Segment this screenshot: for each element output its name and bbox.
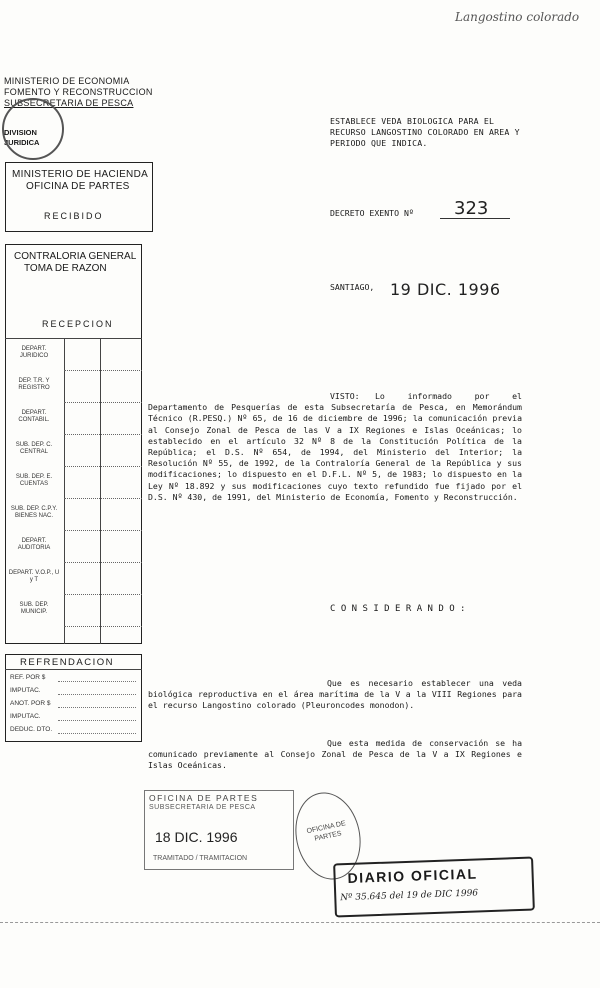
decree-subject: ESTABLECE VEDA BIOLOGICA PARA EL RECURSO LANGOSTINO COLORADO EN AREA Y PERIODO QUE INDICA. bbox=[330, 116, 520, 149]
decree-number: 323 bbox=[454, 198, 489, 219]
refrendacion-row: IMPUTAC. bbox=[10, 687, 41, 694]
refrendacion-row: DEDUC. DTO. bbox=[10, 726, 53, 733]
considerando-1: Que es necesario establecer una veda biológica reproductiva en el área marítima de la V a la VIII Regiones para el recurso Langostino colorado (Pleuroncodes monodon). bbox=[148, 678, 522, 711]
ministry-line3: SUBSECRETARIA DE PESCA bbox=[4, 98, 134, 108]
hacienda-line1: MINISTERIO DE HACIENDA bbox=[12, 169, 149, 180]
place-label: SANTIAGO, bbox=[330, 282, 375, 292]
contraloria-row-label: SUB. DEP. C. CENTRAL bbox=[15, 442, 53, 455]
refrendacion-row: IMPUTAC. bbox=[10, 713, 41, 720]
refrendacion-row-line bbox=[58, 681, 136, 682]
ministry-line1: MINISTERIO DE ECONOMIA bbox=[4, 76, 130, 86]
oficina-stamp-line2: SUBSECRETARIA DE PESCA bbox=[149, 804, 256, 811]
contraloria-row-line bbox=[64, 562, 142, 563]
diario-oficial-stamp bbox=[333, 857, 535, 918]
contraloria-divider bbox=[5, 338, 142, 339]
diario-oficial-title: DIARIO OFICIAL bbox=[347, 865, 478, 887]
refrendacion-row-line bbox=[58, 694, 136, 695]
contraloria-row-label: SUB. DEP. C.P.Y. BIENES NAC. bbox=[10, 506, 58, 519]
refrendacion-row-line bbox=[58, 720, 136, 721]
contraloria-row-label: SUB. DEP. MUNICIP. bbox=[19, 602, 49, 615]
oficina-stamp-line1: OFICINA DE PARTES bbox=[149, 793, 259, 803]
refrendacion-row: REF. POR $ bbox=[10, 674, 46, 681]
refrendacion-title: REFRENDACION bbox=[20, 657, 115, 668]
hacienda-line2: OFICINA DE PARTES bbox=[26, 181, 130, 192]
refrendacion-row-line bbox=[58, 707, 136, 708]
oficina-stamp-line3: TRAMITADO / TRAMITACION bbox=[153, 855, 248, 862]
contraloria-row-line bbox=[64, 370, 142, 371]
refrendacion-row: ANOT. POR $ bbox=[10, 700, 51, 707]
top-right-handwriting: Langostino colorado bbox=[455, 10, 580, 24]
bottom-dashed-line bbox=[0, 922, 600, 923]
refrendacion-row-line bbox=[58, 733, 136, 734]
division-line1: DIVISION bbox=[4, 128, 37, 137]
oficina-partes-stamp bbox=[144, 790, 294, 870]
contraloria-row-line bbox=[64, 626, 142, 627]
decree-label: DECRETO EXENTO Nº bbox=[330, 208, 414, 218]
visto-label: VISTO: bbox=[330, 391, 360, 401]
contraloria-title1: CONTRALORIA GENERAL bbox=[14, 251, 137, 262]
contraloria-row-label: DEPART. AUDITORIA bbox=[17, 538, 51, 551]
contraloria-row-label: DEPART. JURIDICO bbox=[19, 346, 49, 359]
contraloria-column-divider bbox=[64, 338, 65, 644]
contraloria-row-label: DEPART. CONTABIL. bbox=[18, 410, 50, 423]
refrendacion-divider bbox=[5, 669, 142, 670]
diario-oficial-line: Nº 35.645 del 19 de DIC 1996 bbox=[340, 888, 479, 904]
date-stamp: 19 DIC. 1996 bbox=[390, 280, 501, 299]
oficina-stamp-date: 18 DIC. 1996 bbox=[155, 829, 238, 845]
contraloria-row-label: DEPART. V.O.P., U y T bbox=[8, 570, 60, 583]
division-seal bbox=[2, 98, 64, 160]
contraloria-column-divider-2 bbox=[100, 338, 101, 644]
visto-text: Lo informado por el Departamento de Pesquerías de esta Subsecretaría de Pesca, en Memorándum Técnico (R.PESQ.) Nº 65, de 16 de diciembre de 1996; la comunicación previa al Consejo Zonal de Pesca de las V a IX Regiones e Islas Oceánicas; lo establecido en el artículo 32 Nº 8 de la Constitución Política de la República; el D.S. Nº 654, de 1994, del Ministerio del Interior; la Resolución Nº 55, de 1992, de la Contraloría General de la República y sus modificaciones; lo dispuesto en el D.F.L. Nº 5, de 1983; lo dispuesto en la Ley Nº 18.892 y sus modificaciones cuyo texto refundido fue fijado por el D.S. Nº 430, de 1991, del Ministerio de Economía, Fomento y Reconstrucción. bbox=[148, 391, 522, 502]
contraloria-row-label: DEP. T.R. Y REGISTRO bbox=[18, 378, 50, 391]
round-stamp-text: OFICINA DE PARTES bbox=[306, 820, 347, 843]
contraloria-row-line bbox=[64, 402, 142, 403]
hacienda-line3: RECIBIDO bbox=[44, 211, 104, 221]
contraloria-row-line bbox=[64, 434, 142, 435]
contraloria-row-line bbox=[64, 498, 142, 499]
contraloria-title2: TOMA DE RAZON bbox=[24, 263, 107, 274]
recepcion-label: RECEPCION bbox=[42, 319, 114, 329]
contraloria-row-label: SUB. DEP. E. CUENTAS bbox=[15, 474, 53, 487]
considerando-2: Que esta medida de conservación se ha comunicado previamente al Consejo Zonal de Pesca de la V a IX Regiones e Islas Oceánicas. bbox=[148, 738, 522, 771]
contraloria-row-line bbox=[64, 466, 142, 467]
ministry-line2: FOMENTO Y RECONSTRUCCION bbox=[4, 87, 153, 97]
considerando-heading: C O N S I D E R A N D O : bbox=[330, 604, 466, 614]
division-line2: JURIDICA bbox=[4, 138, 40, 147]
contraloria-row-line bbox=[64, 530, 142, 531]
hacienda-stamp bbox=[5, 162, 153, 232]
contraloria-row-line bbox=[64, 594, 142, 595]
